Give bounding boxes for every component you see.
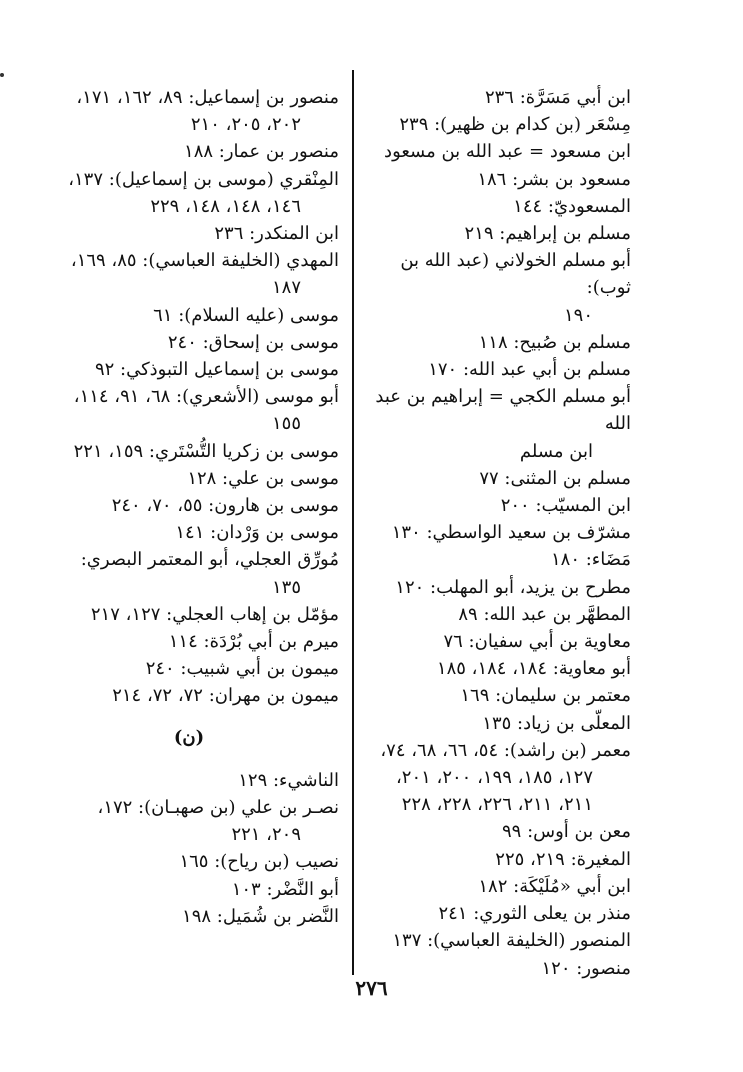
index-entry-line: معاوية بن أبي سفيان: ٧٦ — [443, 631, 631, 653]
index-entry — [369, 900, 631, 927]
index-entry — [369, 710, 631, 737]
index-entry-line: موسى بن علي: ١٢٨ — [187, 467, 339, 489]
index-entry-line: أبو مسلم الخولاني (عبد الله بن ثوب): — [400, 250, 631, 299]
page-number: ٢٧٦ — [355, 976, 388, 1000]
index-entry-line: المسعوديّ: ١٤٤ — [513, 195, 631, 217]
index-entry-line: المنصور (الخليفة العباسي): ١٣٧ — [392, 930, 631, 952]
index-entry-continuation: ابن مسلم — [519, 440, 593, 462]
index-entry-line: مسلم بن المثنى: ٧٧ — [479, 467, 631, 489]
index-entry — [39, 302, 339, 329]
index-entry — [369, 84, 631, 111]
index-column-left — [39, 84, 339, 930]
index-entry-line: المِنْقري (موسى بن إسماعيل): ١٣٧، — [68, 168, 339, 190]
index-entry-continuation: ١٩٠ — [563, 304, 593, 326]
index-entry — [39, 848, 339, 875]
index-entry-continuation: ١٨٧ — [271, 277, 301, 299]
index-entry-line: موسى بن زكريا التُّسْتَري: ١٥٩، ٢٢١ — [73, 440, 339, 462]
index-entry — [369, 247, 631, 329]
index-entry — [369, 519, 631, 546]
index-entry-continuation: ١٤٦، ١٤٨، ١٤٨، ٢٢٩ — [150, 195, 301, 217]
index-entry — [369, 574, 631, 601]
index-entry — [39, 903, 339, 930]
index-entry-line: منصور: ١٢٠ — [541, 957, 631, 979]
index-entry-line: مِسْعَر (بن كدام بن ظهير): ٢٣٩ — [399, 114, 631, 136]
index-entry — [39, 682, 339, 709]
index-entry-line: موسى بن وَرْدان: ١٤١ — [175, 522, 339, 544]
index-entry-line: أبو النَّضْر: ١٠٣ — [231, 878, 339, 900]
index-entry-line: مسلم بن إبراهيم: ٢١٩ — [464, 223, 631, 245]
index-entry-line: ابن المنكدر: ٢٣٦ — [214, 223, 339, 245]
index-entry — [39, 383, 339, 437]
index-column-right — [369, 84, 631, 982]
index-entry — [39, 767, 339, 794]
index-entry — [39, 138, 339, 165]
index-entry — [39, 438, 339, 465]
index-entry-line: مَضَاء: ١٨٠ — [550, 549, 631, 571]
index-entry-line: أبو مسلم الكجي = إبراهيم بن عبد الله — [375, 386, 631, 435]
index-entry-line: ابن المسيّب: ٢٠٠ — [500, 495, 631, 517]
index-entry — [369, 655, 631, 682]
column-divider — [352, 70, 354, 975]
index-entry-line: المغيرة: ٢١٩، ٢٢٥ — [495, 848, 631, 870]
index-entry — [39, 465, 339, 492]
index-entry — [369, 873, 631, 900]
index-entry-line: معتمر بن سليمان: ١٦٩ — [460, 685, 631, 707]
index-entry-line: ابن أبي «مُلَيْكَة: ١٨٢ — [478, 875, 631, 897]
index-entry-line: المهدي (الخليفة العباسي): ٨٥، ١٦٩، — [70, 250, 339, 272]
index-entry — [369, 818, 631, 845]
index-entry-line: مسعود بن بشر: ١٨٦ — [477, 168, 631, 190]
index-entry — [39, 166, 339, 220]
index-entry — [39, 794, 339, 848]
index-entry — [39, 546, 339, 600]
index-entry — [369, 111, 631, 138]
index-entry — [39, 628, 339, 655]
index-entry — [39, 220, 339, 247]
index-entry — [369, 546, 631, 573]
index-entry — [369, 927, 631, 954]
index-entry-continuation: ٢٠٩، ٢٢١ — [231, 824, 301, 846]
index-entries-nun — [39, 767, 339, 930]
index-entry — [369, 166, 631, 193]
index-entry-line: موسى بن إسماعيل التبوذكي: ٩٢ — [94, 359, 339, 381]
index-entry-line: الناشيء: ١٢٩ — [238, 769, 339, 791]
index-entry-line: نصـر بن علي (بن صهبـان): ١٧٢، — [97, 797, 339, 819]
index-entry — [369, 193, 631, 220]
index-entry — [39, 356, 339, 383]
index-entry — [369, 492, 631, 519]
index-entry-line: ابن مسعود = عبد الله بن مسعود — [384, 141, 631, 163]
index-entry-continuation: ١٢٧، ١٨٥، ١٩٩، ٢٠٠، ٢٠١، — [395, 767, 593, 789]
index-entry — [369, 628, 631, 655]
index-entry-line: ميرم بن أبي بُرْدَة: ١١٤ — [168, 631, 339, 653]
scan-mark — [0, 73, 4, 77]
index-entry-continuation: ٢٠٢، ٢٠٥، ٢١٠ — [190, 114, 301, 136]
index-entry — [369, 329, 631, 356]
index-entry-line: مسلم بن صُبيح: ١١٨ — [478, 331, 631, 353]
index-entry — [369, 383, 631, 465]
index-entry — [369, 465, 631, 492]
index-entry — [369, 356, 631, 383]
index-entry-line: منذر بن يعلى الثوري: ٢٤١ — [438, 903, 631, 925]
index-entry — [369, 682, 631, 709]
index-entry-line: المعلّى بن زياد: ١٣٥ — [482, 712, 631, 734]
index-entry-line: مسلم بن أبي عبد الله: ١٧٠ — [428, 359, 631, 381]
index-entry — [39, 601, 339, 628]
index-entry-line: أبو موسى (الأشعري): ٦٨، ٩١، ١١٤، — [73, 386, 339, 408]
index-entry — [39, 876, 339, 903]
index-entry-line: منصور بن إسماعيل: ٨٩، ١٦٢، ١٧١، — [76, 87, 339, 108]
index-entry-line: منصور بن عمار: ١٨٨ — [184, 141, 339, 163]
index-entry-line: معمر (بن راشد): ٥٤، ٦٦، ٦٨، ٧٤، — [380, 739, 631, 761]
index-entry-line: ميمون بن مهران: ٧٢، ٧٢، ٢١٤ — [112, 685, 339, 707]
index-entry-line: ميمون بن أبي شبيب: ٢٤٠ — [145, 658, 339, 680]
index-entry — [39, 247, 339, 301]
index-entry-line: مُورِّق العجلي، أبو المعتمر البصري: — [80, 549, 339, 571]
index-entry — [39, 655, 339, 682]
index-entry — [369, 737, 631, 819]
index-entry-line: ابن أبي مَسَرَّة: ٢٣٦ — [484, 87, 631, 108]
index-entry-continuation: ١٣٥ — [271, 576, 301, 598]
index-entries-mim — [39, 84, 339, 710]
index-entry-line: موسى بن هارون: ٥٥، ٧٠، ٢٤٠ — [111, 495, 339, 517]
index-entry-line: موسى بن إسحاق: ٢٤٠ — [167, 331, 339, 353]
index-entry — [39, 84, 339, 138]
index-entry-line: مشرّف بن سعيد الواسطي: ١٣٠ — [391, 522, 631, 544]
index-entry-line: المطهَّر بن عبد الله: ٨٩ — [458, 603, 631, 625]
index-entry-continuation: ١٥٥ — [271, 413, 301, 435]
index-entry-line: أبو معاوية: ١٨٤، ١٨٤، ١٨٥ — [436, 658, 631, 680]
index-entry-line: موسى (عليه السلام): ٦١ — [153, 304, 339, 326]
index-entry — [369, 601, 631, 628]
index-entry-continuation: ٢١١، ٢١١، ٢٢٦، ٢٢٨، ٢٢٨ — [401, 794, 593, 816]
index-entry — [369, 138, 631, 165]
index-entry — [369, 846, 631, 873]
index-entry — [39, 519, 339, 546]
index-entry — [39, 492, 339, 519]
index-entry-line: معن بن أوس: ٩٩ — [502, 821, 631, 843]
index-entry-line: مطرح بن يزيد، أبو المهلب: ١٢٠ — [395, 576, 631, 598]
section-heading-nun: (ن) — [173, 726, 205, 748]
index-entry — [39, 329, 339, 356]
index-entry-line: مؤمّل بن إهاب العجلي: ١٢٧، ٢١٧ — [90, 603, 339, 625]
index-entry-line: نصيب (بن رياح): ١٦٥ — [179, 851, 339, 873]
index-entry-line: النَّضر بن شُمَيل: ١٩٨ — [182, 905, 339, 927]
index-entry — [369, 220, 631, 247]
